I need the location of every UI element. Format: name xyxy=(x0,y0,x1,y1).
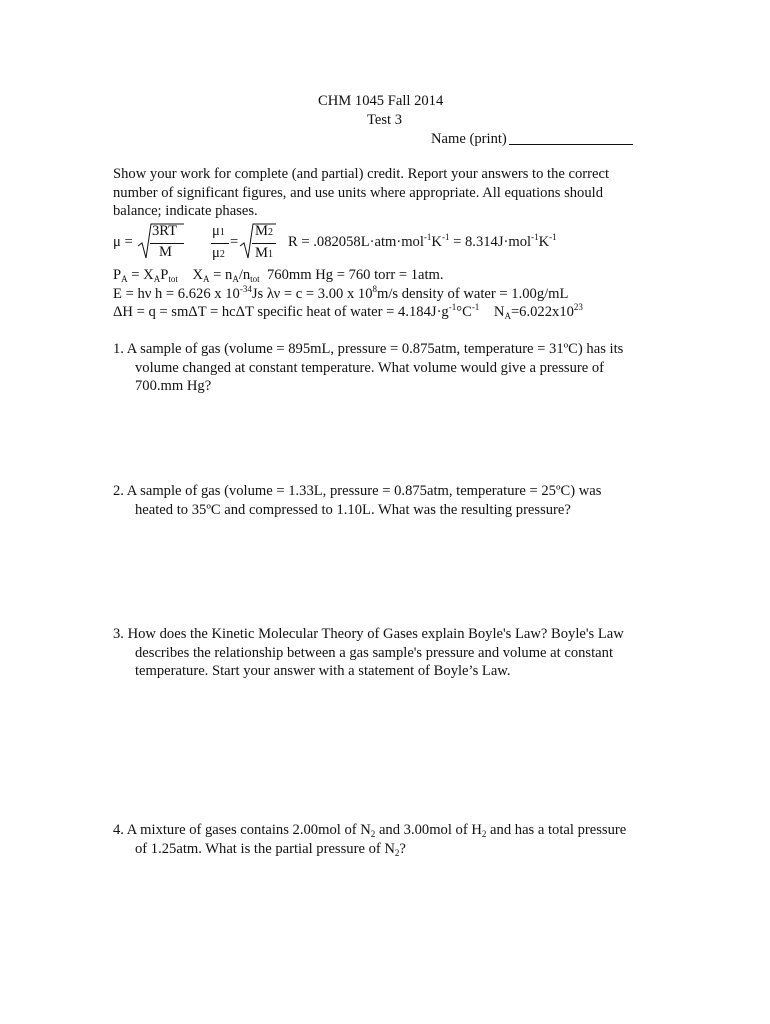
avogadro-value: =6.022x10 xyxy=(510,304,574,320)
question-4-text-a: 4. A mixture of gases contains 2.00mol of N xyxy=(113,822,371,838)
name-field xyxy=(431,131,633,149)
moles-total-subscript: tot xyxy=(250,274,260,284)
enthalpy-line xyxy=(113,304,583,322)
M2-symbol: M xyxy=(255,223,268,239)
question-1-first-line: 1. A sample of gas (volume = 895mL, pressure = 0.875atm, temperature = 31ºC) has its xyxy=(113,341,624,357)
hydrogen-subscript: 2 xyxy=(481,829,487,839)
rms-denominator: M xyxy=(159,244,172,260)
mole-fraction-line xyxy=(113,267,444,285)
gas-constant-exponent-2: -1 xyxy=(441,232,450,242)
gas-constant-value-1: R = .082058L·atm·mol xyxy=(288,234,424,250)
question-1-continuation: volume changed at constant temperature. What volume would give a pressure of 700.mm Hg? xyxy=(135,359,605,394)
instructions: Show your work for complete (and partial) credit. Report your answers to the correct number of significant figures, and use units where appropriate. All equations should balance; indicate phases. xyxy=(113,166,610,219)
mole-fraction-def-symbol: X xyxy=(192,267,203,283)
course-title: CHM 1045 Fall 2014 xyxy=(318,93,444,109)
energy-wave-line xyxy=(113,286,568,304)
M1-subscript: 1 xyxy=(267,249,273,260)
gas-constant-exponent-1: -1 xyxy=(423,232,432,242)
partial-pressure-symbol: P xyxy=(113,267,122,283)
question-4 xyxy=(113,821,658,858)
gas-constant-exponent-3: -1 xyxy=(531,232,539,242)
mu1-subscript: 1 xyxy=(219,227,225,238)
rms-numerator: 3RT xyxy=(152,223,178,239)
molar-mass-fraction-bar xyxy=(252,243,276,244)
question-4-text-c: and has a total pressure xyxy=(486,822,627,838)
mu1-term xyxy=(212,223,225,241)
mu-fraction-bar xyxy=(211,243,229,244)
mu2-subscript: 2 xyxy=(219,249,225,260)
nitrogen-subscript-2: 2 xyxy=(394,847,400,858)
question-2 xyxy=(113,482,658,519)
planck-constant: E = hν h = 6.626 x 10 xyxy=(113,286,240,302)
M2-term xyxy=(255,223,273,241)
gas-constant xyxy=(288,234,557,252)
gas-constant-value-2: = 8.314J·mol xyxy=(449,234,532,250)
avogadro-exponent: 23 xyxy=(573,302,583,312)
question-4-text-d: of 1.25atm. What is the partial pressure of N xyxy=(135,840,395,857)
mu1-symbol: μ xyxy=(212,223,220,239)
speed-of-light-exponent: 8 xyxy=(372,284,378,294)
pressure-conversion: 760mm Hg = 760 torr = 1atm. xyxy=(266,267,444,283)
nitrogen-subscript: 2 xyxy=(370,829,376,839)
name-blank-line xyxy=(509,131,633,145)
mu2-symbol: μ xyxy=(212,245,220,261)
question-1 xyxy=(113,340,658,396)
mu2-term xyxy=(212,245,225,263)
question-4-line-1 xyxy=(113,822,626,838)
moles-a-symbol: = n xyxy=(209,267,233,283)
gas-constant-kelvin-2: K xyxy=(538,234,550,250)
question-3-continuation: describes the relationship between a gas sample's pressure and volume at constant temperature. Start your answer with a statement of Boyle’s Law. xyxy=(135,644,613,679)
question-3-first-line: 3. How does the Kinetic Molecular Theory of Gases explain Boyle's Law? Boyle's Law xyxy=(113,626,624,642)
question-2-first-line: 2. A sample of gas (volume = 1.33L, pressure = 0.875atm, temperature = 25ºC) was xyxy=(113,483,602,499)
total-pressure-subscript: tot xyxy=(168,274,178,284)
avogadro-subscript: A xyxy=(504,311,511,321)
question-4-text-e: ? xyxy=(399,840,406,857)
question-2-continuation: heated to 35ºC and compressed to 1.10L. What was the resulting pressure? xyxy=(135,501,571,518)
specific-heat-exponent-1: -1 xyxy=(448,302,457,312)
M2-subscript: 2 xyxy=(267,227,273,238)
name-label: Name (print) xyxy=(431,131,507,147)
question-4-line-2 xyxy=(113,840,658,859)
planck-exponent: -34 xyxy=(239,284,252,294)
mole-fraction-subscript: A xyxy=(153,274,161,284)
total-pressure-symbol: P xyxy=(160,267,169,283)
mole-fraction-symbol: = X xyxy=(127,267,154,283)
equals-sign: = xyxy=(230,234,239,250)
water-density: m/s density of water = 1.00g/mL xyxy=(377,286,569,302)
mole-fraction-def-subscript: A xyxy=(202,274,210,284)
gas-constant-kelvin-1: K xyxy=(431,234,442,250)
avogadro-symbol: N xyxy=(493,304,505,320)
speed-of-light: Js λν = c = 3.00 x 10 xyxy=(251,286,373,302)
moles-total-symbol: /n xyxy=(238,267,251,283)
specific-heat-celsius: °C xyxy=(456,304,472,320)
specific-heat-exponent-2: -1 xyxy=(471,302,480,312)
question-3 xyxy=(113,625,658,681)
M1-term xyxy=(255,245,273,263)
question-4-text-b: and 3.00mol of H xyxy=(375,822,482,838)
test-title: Test 3 xyxy=(367,112,403,128)
M1-symbol: M xyxy=(255,245,268,261)
partial-pressure-subscript: A xyxy=(121,274,128,284)
specific-heat-value: ΔH = q = smΔT = hcΔT specific heat of water = 4.184J·g xyxy=(113,304,449,320)
mu-label: μ = xyxy=(113,234,133,250)
gas-constant-exponent-4: -1 xyxy=(549,232,557,242)
moles-a-subscript: A xyxy=(232,274,239,284)
